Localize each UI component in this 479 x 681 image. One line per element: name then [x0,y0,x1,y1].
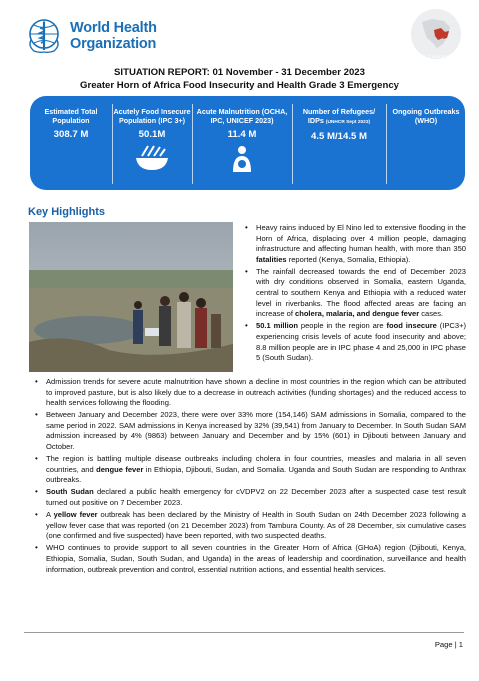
section-heading: Key Highlights [28,206,106,218]
title-line-2: Greater Horn of Africa Food Insecurity and Health Grade 3 Emergency [80,80,399,91]
stat-label-line: IPC, UNICEF 2023) [210,115,274,125]
stat-food-insecure [113,96,191,190]
stat-label-source: (UNHCR Sept 2023) [325,119,371,125]
highlight-text: cases. [419,309,444,319]
outbreak-disease: Malaria [409,59,425,65]
highlight-text: Between January and December 2023, there were over 33% more (154,146) SAM admissions in Somalia, compared to the same period in 2022. SAM admissions in Kenya increased by 32% (39,541) from January to December. In South Sudan SAM admission increased by 4% (9863) between January and December and by 15% (601) in Djibouti between January and October. [46,410,466,452]
who-emblem-icon [24,16,64,56]
stat-value: 11.4 M [227,129,257,141]
stat-label-line: Number of Refugees/ [302,107,376,116]
highlight-emphasis: cholera, malaria, and dengue fever [295,309,420,319]
highlight-item [34,454,466,486]
highlight-text: in Ethiopia, Djibouti, Sudan, and Somalia. Uganda and South Sudan are responding to Anthrax outbreaks. [46,464,466,485]
stat-label-line: Estimated Total [44,107,98,116]
outbreak-count: 7 countries [428,54,451,59]
who-logo[interactable] [24,14,184,58]
stat-label [387,108,465,125]
outbreak-disease: Dengue [408,71,425,77]
highlight-item [34,543,466,575]
title-line-1: SITUATION REPORT: 01 November - 31 December 2023 [114,67,365,78]
stat-value: 308.7 M [53,129,89,141]
outbreak-count: 4 countries [428,65,451,71]
org-line-1: World Health [70,20,157,36]
highlight-item [244,223,466,265]
stat-label [193,108,291,125]
highlight-emphasis: dengue fever [96,464,144,474]
outbreak-disease: Measles [407,54,425,59]
stat-label-text: IDPs [307,115,324,125]
highlight-text: The rainfall decreased towards the end of December 2023 with dry conditions observed in Somalia, eastern Uganda, central to southern Kenya and Ethiopia with a reduced water level in riverbanks. The flood affected areas are facing an increase of [256,266,466,319]
stat-label-line: Acute Malnutrition (OCHA, [196,107,288,116]
highlight-text: A [46,510,54,520]
highlights-right-column [244,223,466,365]
highlight-emphasis: South Sudan [46,487,94,497]
highlight-emphasis: 50.1 million [256,321,298,331]
highlight-text: Admission trends for severe acute malnutrition have shown a decline in most countries in the region which can be attributed to improved pasture, but is also likely due to a decrease in outreach activities (funding shortages) and the reduced access to health services following the flooding. [46,377,466,408]
highlight-item [34,510,466,542]
highlight-item [34,487,466,508]
highlight-text: Heavy rains induced by El Nino led to extensive flooding in the Horn of Africa, displacing over 4 million people, damaging infrastructure and affecting human health, with more than 350 [256,223,466,254]
stat-label-line: (WHO) [414,115,438,125]
highlight-item [34,410,466,452]
stat-refugees-idps [293,96,385,190]
stat-ongoing-outbreaks [387,96,465,190]
stat-acute-malnutrition [193,96,291,190]
highlight-item [34,377,466,409]
outbreak-list [394,54,464,89]
stat-label [32,108,110,125]
highlight-text: people in the region are [297,321,387,331]
page-number: Page | 1 [434,640,463,649]
highlight-text: reported (Kenya, Somalia, Ethiopia). [286,254,411,264]
highlight-text: declared a public health emergency for cVDPV2 on 22 December 2023 after a suspected case test result turned out positive on 7 December 2023. [46,487,466,508]
stat-label [293,108,385,127]
outbreak-count: 2 countries [428,77,451,83]
footer-divider [24,632,464,633]
highlight-text: The region is battling multiple disease outbreaks including cholera in four countries, measles and malaria in all seven countries, and [46,454,466,474]
stat-label-line: Acutely Food Insecure [113,107,191,116]
highlight-text: outbreak has been declared by the Ministry of Health in South Sudan on 24th December 2023 following a yellow fever case that was reported (on 21 December 2023) from Tambura County. As of 28 December, six cumulative cases (one confirmed and five suspected) have been reported, with two suspected deaths. [46,510,467,541]
who-wordmark [70,20,157,52]
outbreak-count: 7 countries [428,59,451,65]
stat-label-line: Population (IPC 3+) [118,115,186,125]
org-line-2: Organization [70,36,157,52]
highlight-item [244,321,466,363]
mother-child-icon [227,144,257,174]
stat-label-line [293,117,385,128]
highlight-emphasis: food insecure [386,321,437,331]
food-bowl-icon [130,144,174,172]
highlight-emphasis: yellow fever [53,510,98,520]
outbreak-disease: Yellow Fever [397,82,425,88]
stat-label-line: Ongoing Outbreaks [392,107,460,116]
region-map-icon [410,8,462,60]
stat-label [113,108,191,125]
stat-value: 4.5 M/14.5 M [311,131,367,143]
highlight-emphasis: fatalities [256,254,287,264]
stat-value: 50.1M [138,129,166,141]
highlight-text: WHO continues to provide support to all seven countries in the Greater Horn of Africa (GHoA) region (Djibouti, Kenya, Ethiopia, Somalia, Sudan, South Sudan, and Uganda) in the areas of leadership and coordination, surveillance and health information, outbreak prevention and control, essential nutrition actions, and essential health services. [46,543,466,574]
outbreak-disease: Cholera [407,65,425,71]
stat-total-population [32,96,110,190]
stat-label-line: Population [52,115,90,125]
outbreak-row [394,83,464,89]
outbreak-count: 4 countries [428,71,451,77]
outbreak-count: 1 country [428,82,447,88]
outbreak-disease: cVDPV2 [407,77,425,83]
highlights-full-column [34,377,466,577]
highlight-text: (IPC3+) experiencing crisis levels of acute food insecurity and above; 8.8 million people are in IPC phase 4 and 25,000 in IPC phase 5 (South Sudan). [256,321,466,363]
stats-banner [30,96,465,190]
highlight-item [244,267,466,320]
field-photo [29,222,233,372]
